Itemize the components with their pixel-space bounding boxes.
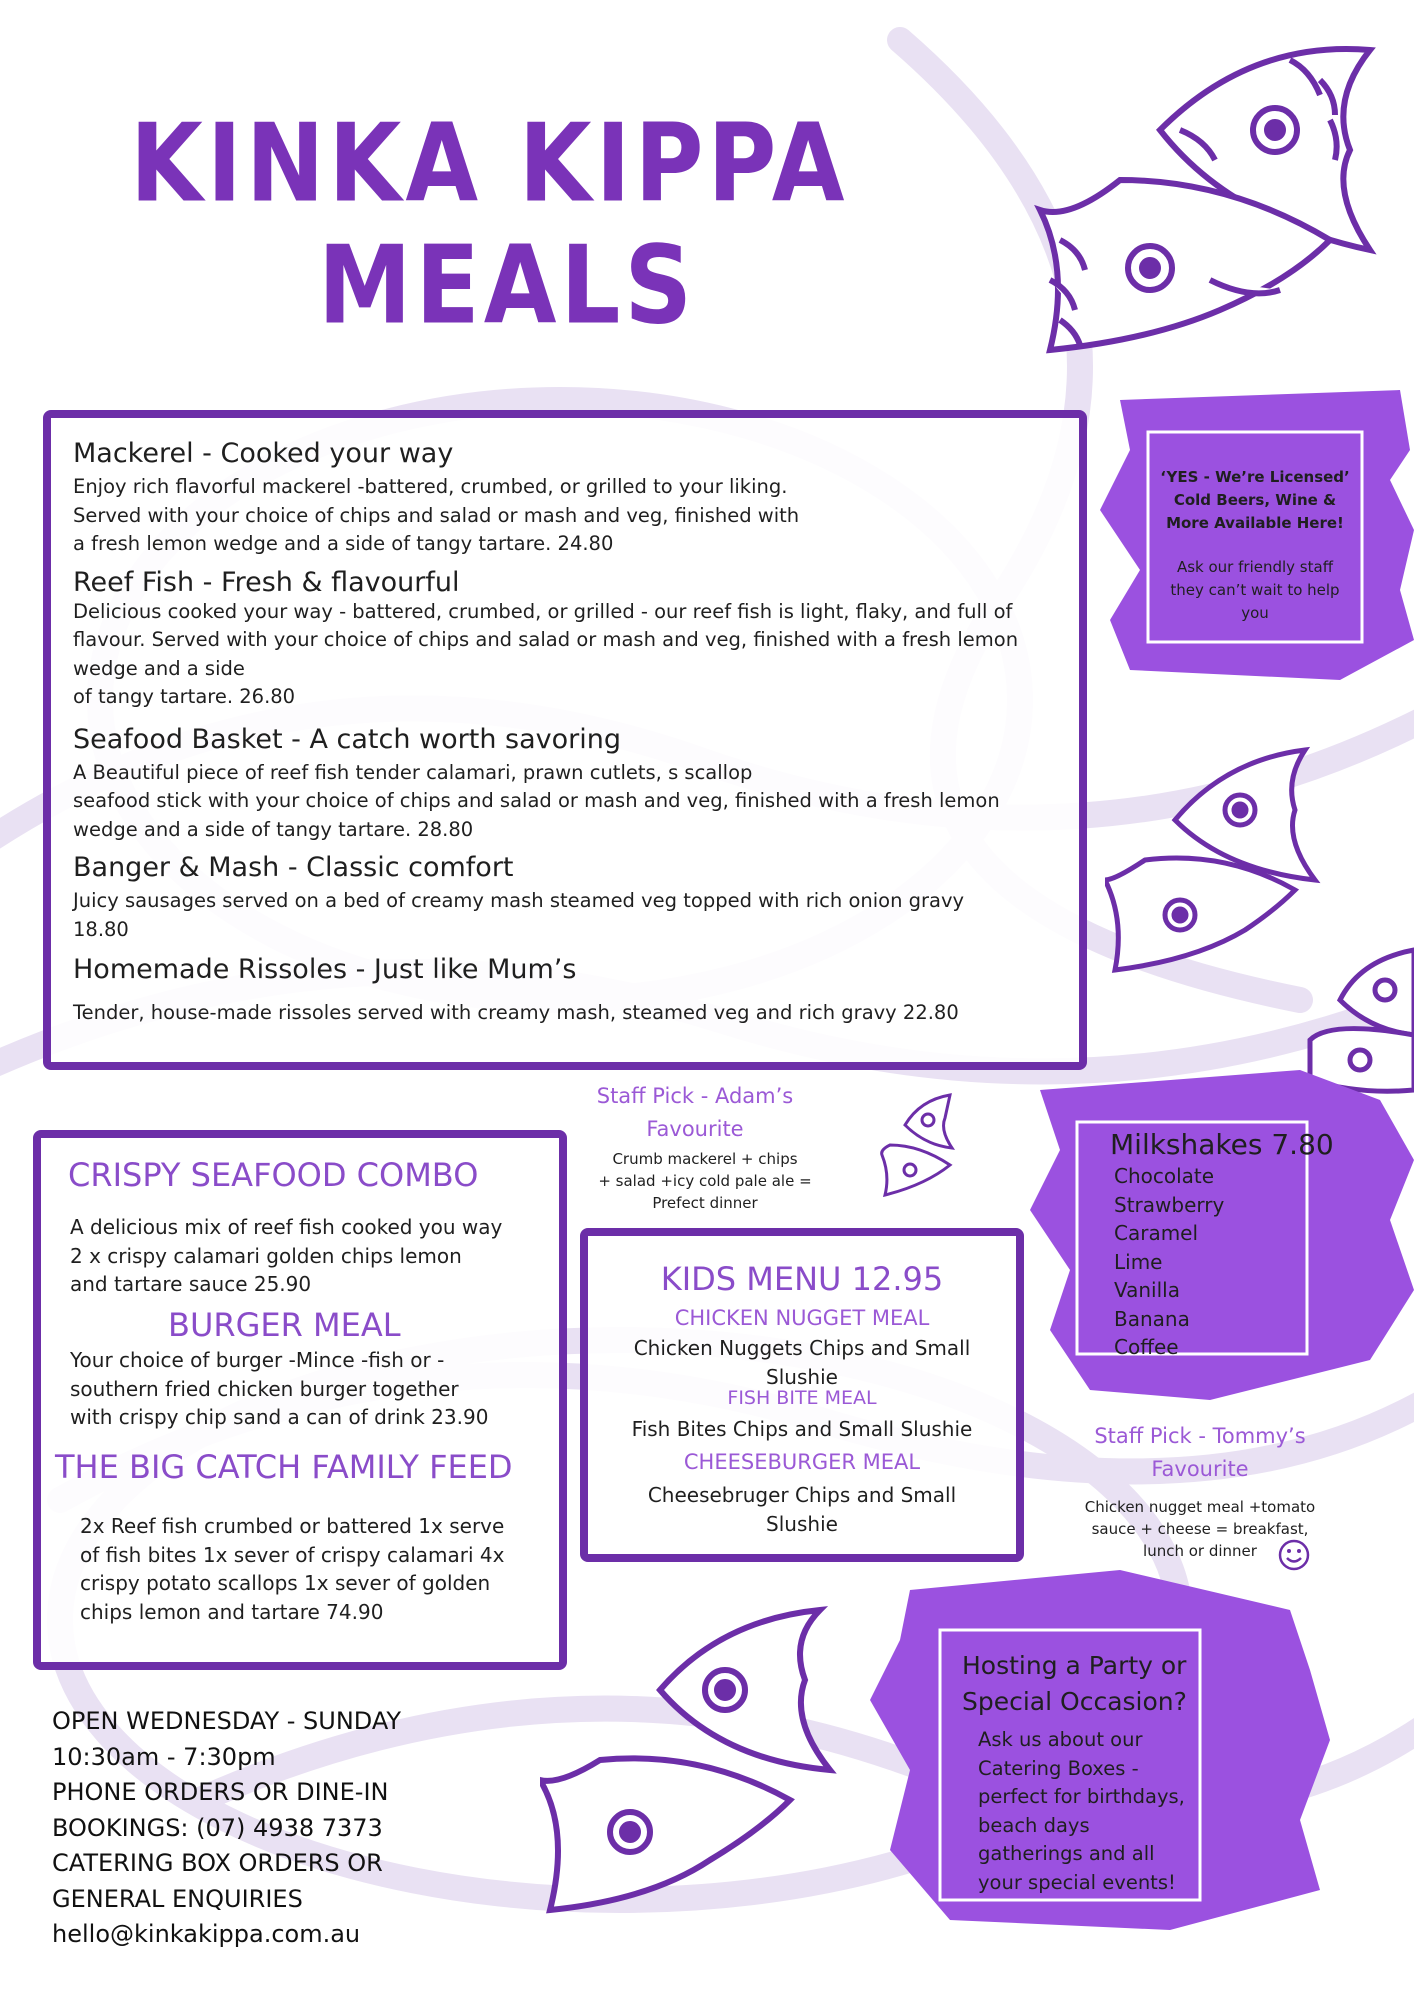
family-feed-title: THE BIG CATCH FAMILY FEED — [55, 1448, 513, 1486]
menu-item-name: Reef Fish - Fresh & flavourful — [73, 566, 460, 598]
burger-meal-desc: Your choice of burger -Mince -fish or - southern fried chicken burger together with crispy chip sand a can of drink 23.90 — [70, 1348, 489, 1429]
menu-item-desc: Juicy sausages served on a bed of creamy mash steamed veg topped with rich onion gravy 18.80 — [73, 889, 965, 941]
contact-line: PHONE ORDERS OR DINE-IN — [52, 1778, 389, 1806]
menu-item-desc: Enjoy rich flavorful mackerel -battered, crumbed, or grilled to your liking. Served with your choice of chips and salad or mash and veg, finished with a fresh lemon wedge and a side of tangy tartare. 24.80 — [73, 475, 800, 555]
staff-pick-tommy-text: Chicken nugget meal +tomato sauce + cheese = breakfast, lunch or dinner — [1084, 1498, 1316, 1560]
opening-hours: 10:30am - 7:30pm — [52, 1742, 276, 1771]
staff-pick-tommy-title: Staff Pick - Tommy’s Favourite — [1094, 1424, 1306, 1481]
flavour-item: Chocolate — [1114, 1164, 1215, 1188]
milkshakes-title: Milkshakes 7.80 — [1110, 1128, 1334, 1161]
menu-item-desc: Tender, house-made rissoles served with creamy mash, steamed veg and rich gravy 22.80 — [73, 1001, 959, 1024]
contact-line: CATERING BOX ORDERS OR — [52, 1849, 383, 1877]
family-feed-desc: 2x Reef fish crumbed or battered 1x serve of fish bites 1x sever of crispy calamari 4x crispy potato scallops 1x sever of golden chips lemon and tartare 74.90 — [80, 1514, 505, 1624]
menu-item-name: Banger & Mash - Classic comfort — [73, 852, 514, 883]
kids-item-name: CHEESEBURGER MEAL — [683, 1450, 921, 1474]
fish-pair-icon — [1030, 20, 1410, 370]
licensed-ask-staff: Ask our friendly staff they can’t wait to help you — [1170, 558, 1340, 622]
menu-item — [73, 852, 1057, 944]
crispy-combo-title: CRISPY SEAFOOD COMBO — [68, 1156, 479, 1194]
burger-meal-title: BURGER MEAL — [168, 1306, 401, 1344]
flavour-item: Caramel — [1114, 1221, 1199, 1245]
party-text: Ask us about our Catering Boxes - perfect for birthdays, beach days gatherings and all your special events! — [978, 1728, 1185, 1894]
menu-item-name: Seafood Basket - A catch worth savoring — [73, 723, 621, 755]
flavour-item: Coffee — [1114, 1335, 1179, 1359]
menu-item — [73, 438, 1057, 559]
staff-pick-adam-title: Staff Pick - Adam’s Favourite — [596, 1084, 794, 1141]
menu-item-name: Mackerel - Cooked your way — [73, 438, 454, 469]
phone-number: BOOKINGS: (07) 4938 7373 — [52, 1813, 383, 1842]
smiley-icon — [1277, 1538, 1311, 1572]
kids-item-name: FISH BITE MEAL — [727, 1387, 877, 1409]
menu-item-name: Homemade Rissoles - Just like Mum’s — [73, 954, 577, 985]
milkshake-flavour-list — [1114, 1162, 1224, 1362]
licensed-notice: ‘YES - We’re Licensed’ Cold Beers, Wine & More Available Here! — [1160, 468, 1350, 532]
flavour-item: Vanilla — [1114, 1278, 1180, 1302]
page-title: KINKA KIPPA — [130, 101, 849, 228]
menu-item-desc: A Beautiful piece of reef fish tender calamari, prawn cutlets, s scallop seafood stick with your choice of chips and salad or mash and veg, finished with a fresh lemon wedge and a side of tangy tartare. 28.80 — [73, 760, 1000, 841]
crispy-combo-desc: A delicious mix of reef fish cooked you way 2 x crispy calamari golden chips lemon and tartare sauce 25.90 — [70, 1215, 503, 1296]
paint-splash — [1100, 390, 1414, 680]
small-fish-icon — [880, 1090, 960, 1200]
flavour-item: Lime — [1114, 1249, 1163, 1274]
party-title: Hosting a Party or Special Occasion? — [962, 1651, 1187, 1716]
menu-item — [73, 954, 1057, 1028]
kids-menu-title: KIDS MENU 12.95 — [660, 1260, 944, 1298]
page-subtitle: MEALS — [318, 223, 697, 350]
flavour-item: Strawberry — [1114, 1192, 1225, 1217]
kids-item-name: CHICKEN NUGGET MEAL — [674, 1306, 930, 1330]
main-menu-box — [43, 410, 1087, 1070]
opening-days: OPEN WEDNESDAY - SUNDAY — [52, 1707, 402, 1735]
kids-item-desc: Fish Bites Chips and Small Slushie — [631, 1417, 973, 1441]
contact-line: GENERAL ENQUIRIES — [52, 1884, 303, 1913]
flavour-item: Banana — [1114, 1306, 1190, 1331]
menu-item-desc: Delicious cooked your way - battered, crumbed, or grilled - our reef fish is light, flaky, and full of flavour. Served with your choice of chips and salad or mash and veg, finished with a fresh lemon wedge and a side of tangy tartare. 26.80 — [73, 599, 1019, 708]
menu-item — [73, 567, 1057, 712]
kids-item-desc: Cheesebruger Chips and Small Slushie — [647, 1483, 957, 1536]
fish-pair-icon — [540, 1600, 840, 1930]
contact-info — [52, 1704, 401, 1953]
menu-item — [73, 724, 1057, 845]
staff-pick-adam-text: Crumb mackerel + chips + salad +icy cold pale ale = Prefect dinner — [598, 1150, 812, 1212]
email-link[interactable]: hello@kinkakippa.com.au — [52, 1920, 361, 1948]
kids-item-desc: Chicken Nuggets Chips and Small Slushie — [633, 1336, 971, 1389]
